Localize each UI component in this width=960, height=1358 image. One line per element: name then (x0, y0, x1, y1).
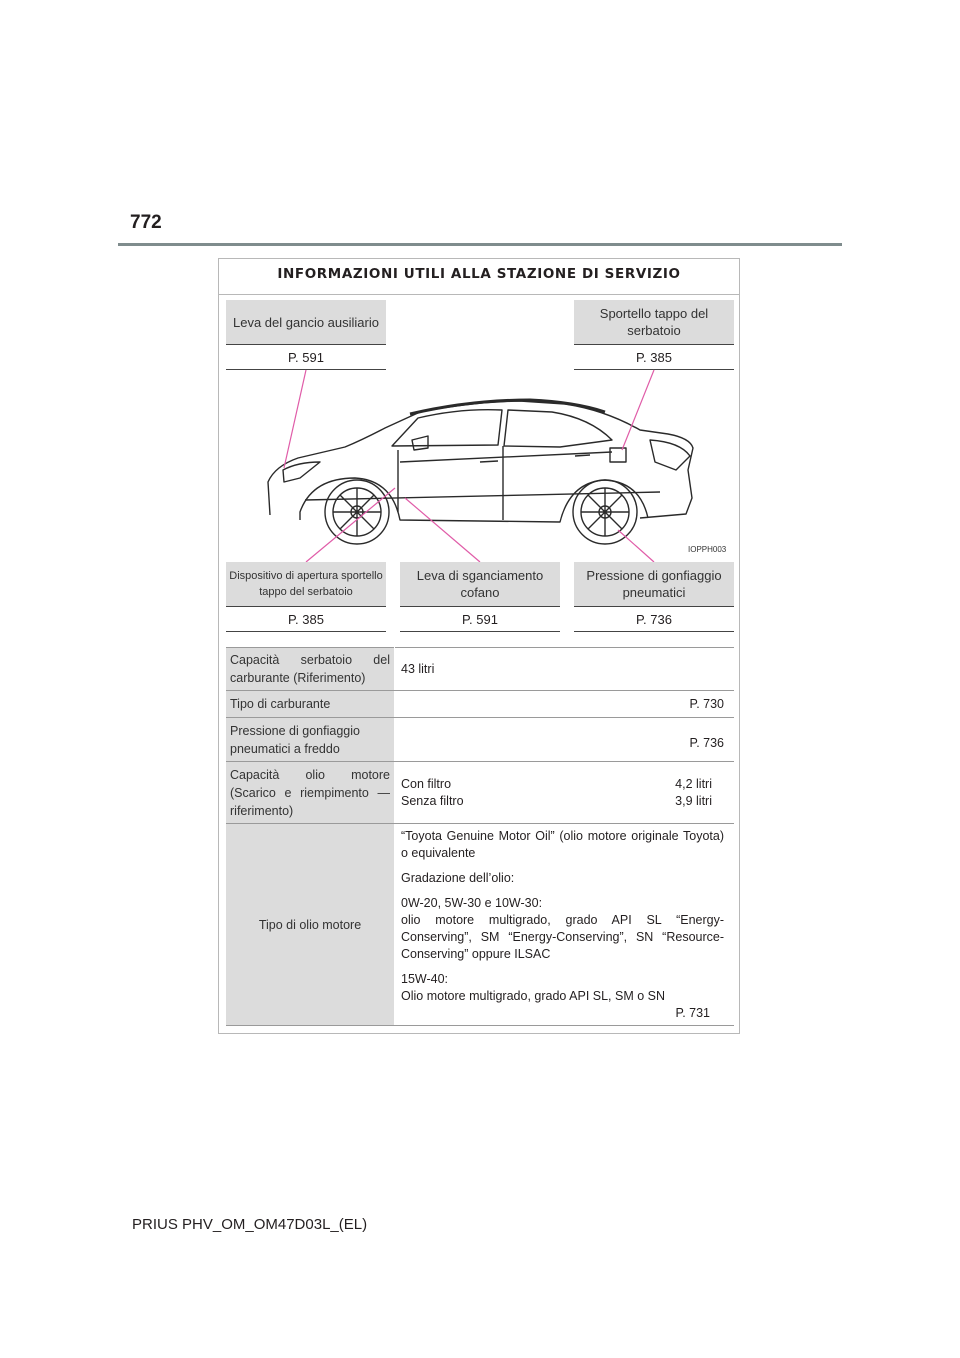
oil-text: Gradazione dell’olio: (401, 870, 515, 885)
oil-text: “Toyota Genuine Motor Oil” (olio motore originale Toyota) o equivalente (401, 828, 724, 860)
spec-value (395, 824, 735, 1026)
table-row (226, 762, 734, 824)
without-filter-label: Senza filtro (401, 793, 464, 808)
with-filter-label: Con filtro (401, 776, 452, 791)
spec-value: 43 litri (395, 648, 735, 691)
callout-ref: P. 591 (400, 606, 560, 632)
oil-grade-text: Olio motore multigrado, grado API SL, SM o SN (401, 988, 666, 1003)
oil-text (401, 895, 724, 963)
callout-ref: P. 591 (226, 344, 386, 370)
spec-value (395, 762, 735, 824)
footer-code: PRIUS PHV_OM_OM47D03L_(EL) (132, 1216, 368, 1233)
spec-value: P. 730 (395, 691, 735, 718)
spec-label: Capacità olio motore (Scarico e riempimento — riferimento) (226, 762, 395, 824)
callout-ref: P. 385 (574, 344, 734, 370)
oil-grade-heading: 0W-20, 5W-30 e 10W-30: (401, 895, 543, 910)
spec-table (226, 647, 734, 1026)
oil-ref: P. 731 (675, 1005, 710, 1020)
callout-label: Dispositivo di apertura sportello tappo del serbatoio (226, 562, 386, 606)
callout-label: Leva di sganciamento cofano (400, 562, 560, 606)
callout-label: Sportello tappo del serbatoio (574, 300, 734, 344)
page-number: 772 (130, 212, 162, 233)
spec-label: Tipo di carburante (226, 691, 395, 718)
callout-label: Leva del gancio ausiliario (226, 300, 386, 344)
table-row (226, 648, 734, 691)
callout-hood-release (400, 562, 560, 632)
table-row (226, 691, 734, 718)
table-row (226, 718, 734, 762)
callout-label: Pressione di gonfiaggio pneumatici (574, 562, 734, 606)
callout-ref: P. 385 (226, 606, 386, 632)
callout-ref: P. 736 (574, 606, 734, 632)
box-title: INFORMAZIONI UTILI ALLA STAZIONE DI SERVIZIO (219, 259, 739, 295)
with-filter-value: 4,2 litri (675, 776, 712, 791)
table-row (226, 824, 734, 1026)
callout-fuel-door-opener (226, 562, 386, 632)
callout-tire-pressure (574, 562, 734, 632)
oil-grade-heading: 15W-40: (401, 971, 449, 986)
without-filter-value: 3,9 litri (675, 793, 712, 808)
oil-text (401, 971, 724, 1022)
spec-label: Capacità serbatoio del carburante (Riferimento) (226, 648, 395, 691)
car-illustration (0, 0, 960, 640)
oil-grade-text: olio motore multigrado, grado API SL “Energy-Conserving”, SM “Energy-Conserving”, SN “Resource-Conserving” oppure ILSAC (401, 912, 724, 961)
spec-label: Pressione di gonfiaggio pneumatici a freddo (226, 718, 395, 762)
spec-label: Tipo di olio motore (226, 824, 395, 1026)
spec-value: P. 736 (395, 718, 735, 762)
image-code: IOPPH003 (688, 545, 727, 554)
